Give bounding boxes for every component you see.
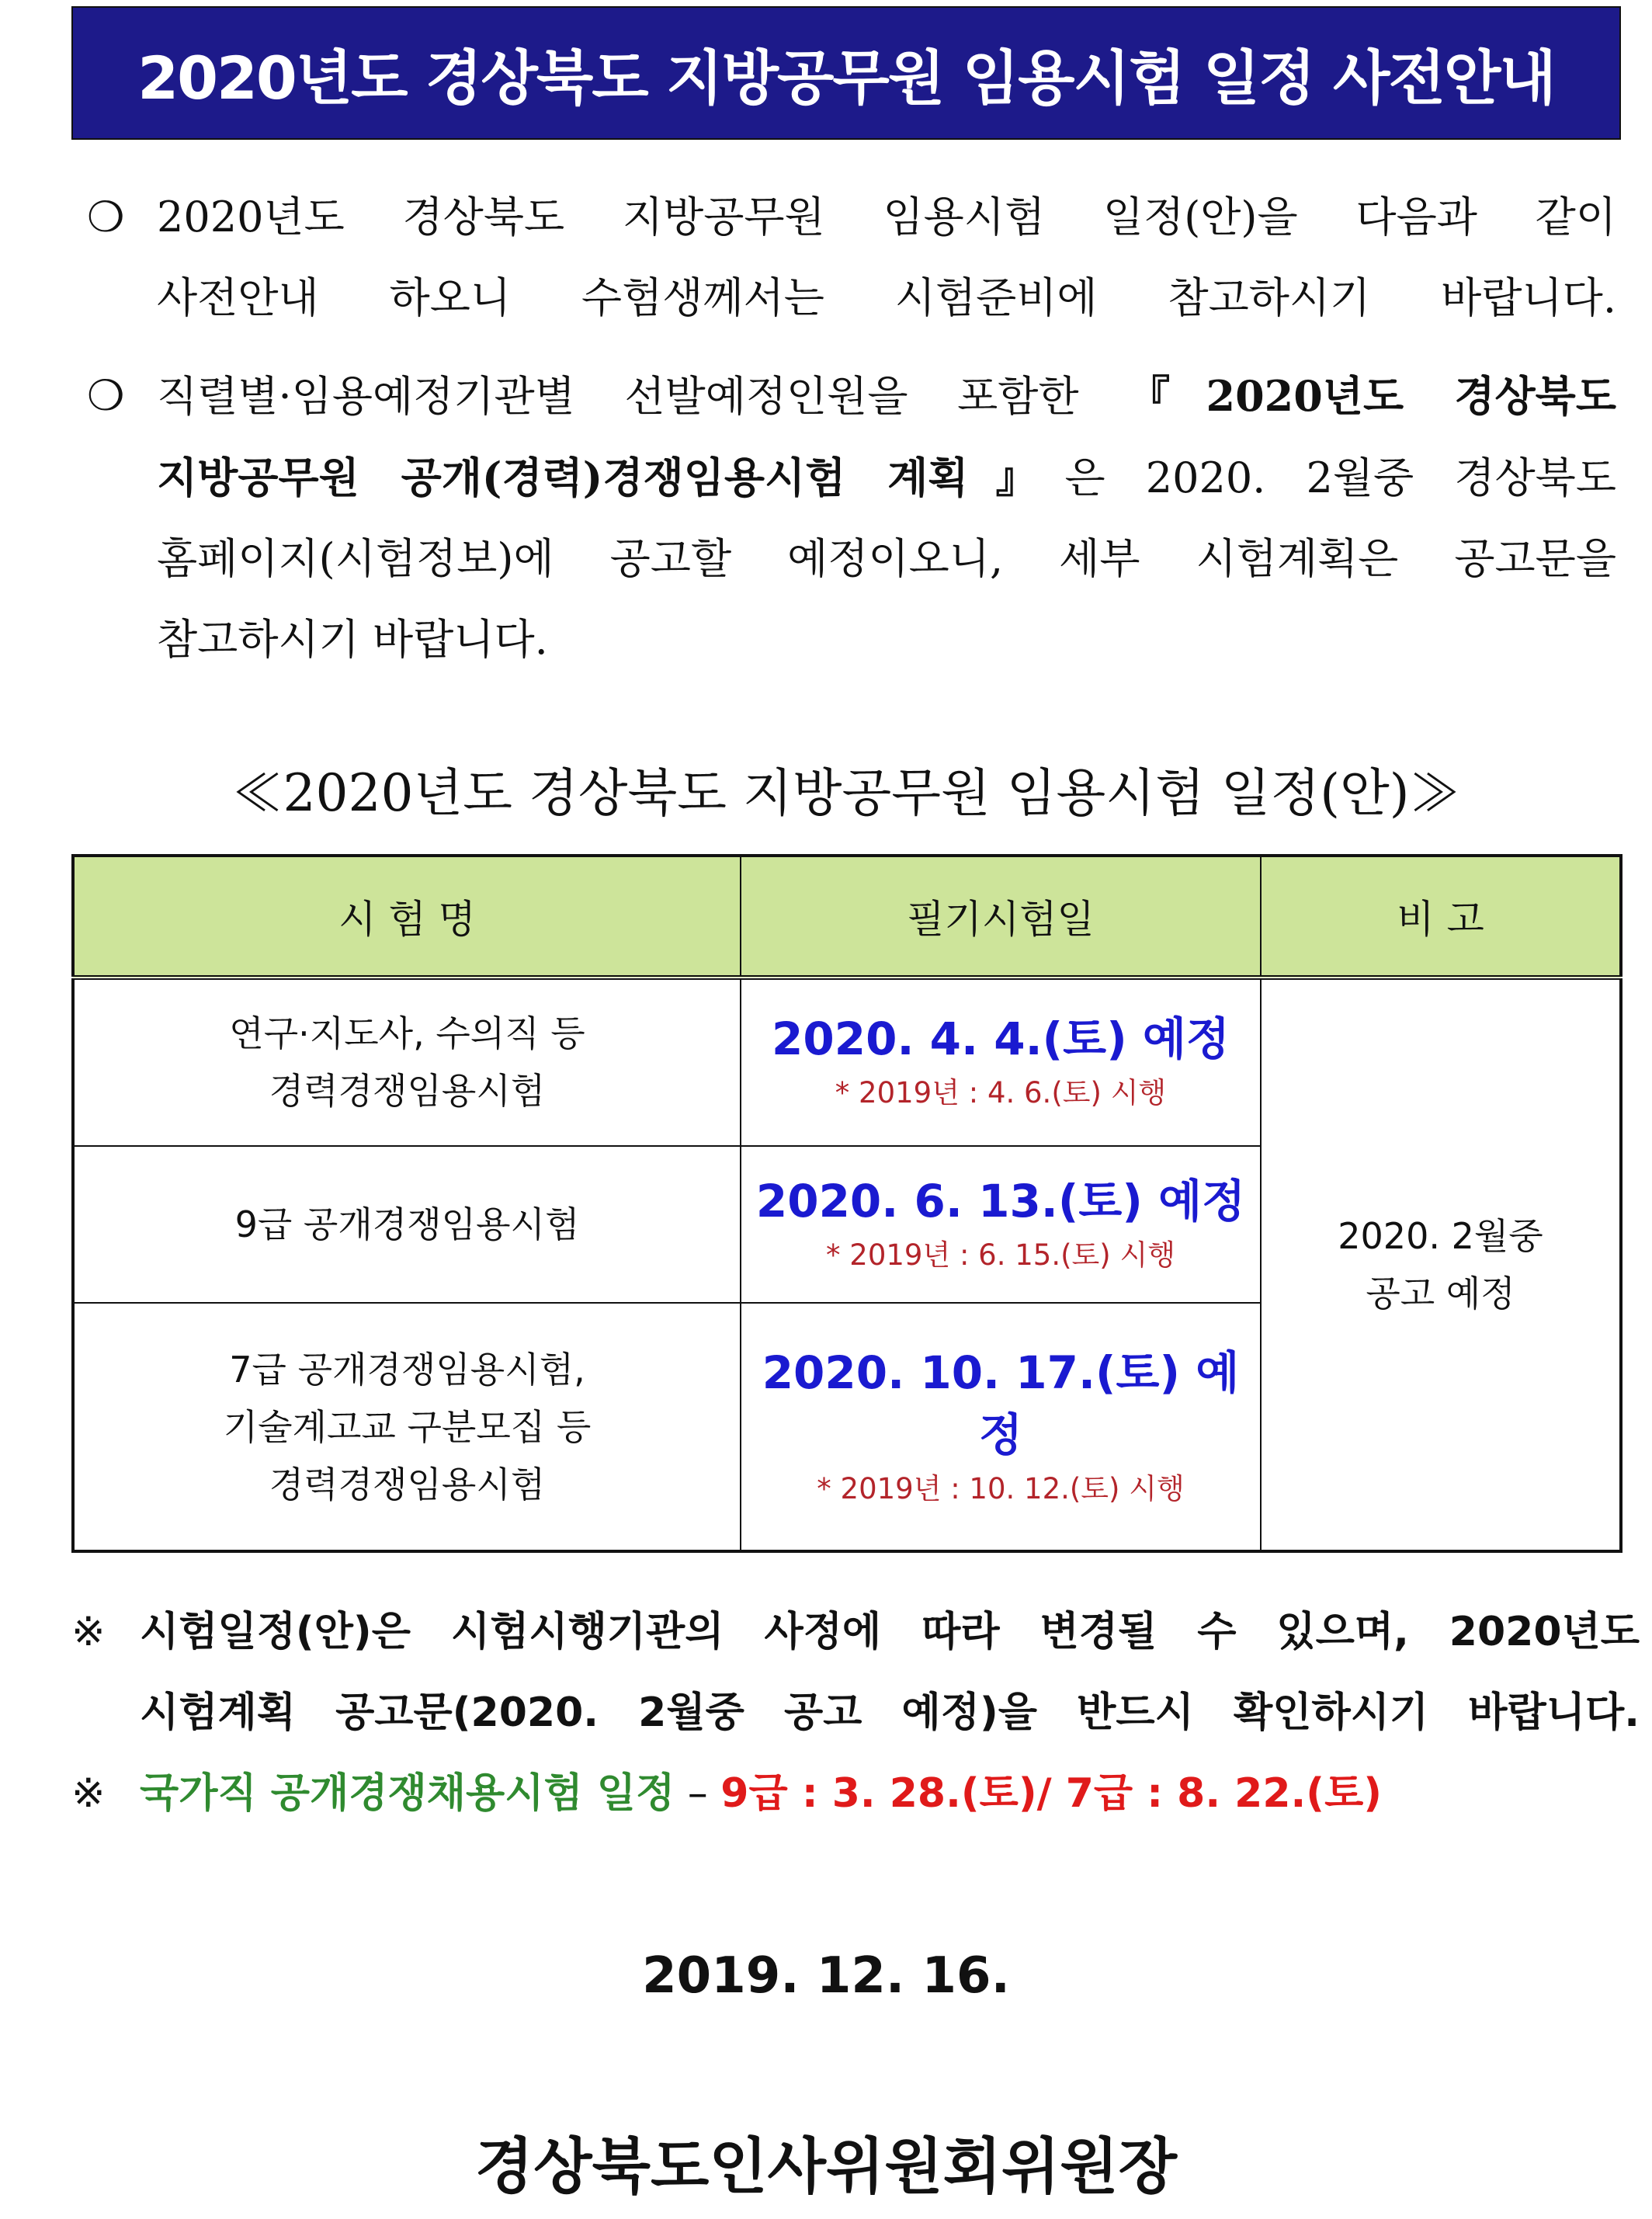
- paragraph2-line3: 홈페이지(시험정보)에 공고할 예정이오니, 세부 시험계획은 공고문을: [157, 534, 1616, 583]
- national-exam-label: 국가직 공개경쟁채용시험 일정: [140, 1770, 675, 1817]
- note2-line: [140, 1753, 1382, 1834]
- page-title: 2020년도 경상북도 지방공무원 임용시험 일정 사전안내: [137, 43, 1555, 113]
- national-exam-dates: 9급 : 3. 28.(토)/ 7급 : 8. 22.(토): [720, 1770, 1383, 1817]
- header-remark: 비 고: [1261, 856, 1621, 978]
- paragraph1-line2: 사전안내 하오니 수험생께서는 시험준비에 참고하시기 바랍니다.: [157, 273, 1616, 322]
- bullet-icon: ❍: [87, 193, 125, 241]
- table-row: [73, 978, 1621, 1146]
- reference-mark-icon: ※: [71, 1770, 106, 1817]
- exam-date: 2020. 4. 4.(토) 예정: [772, 1012, 1230, 1066]
- intro-paragraph: [87, 177, 1616, 339]
- exam-name-cell: [73, 1146, 741, 1304]
- exam-date: 2020. 6. 13.(토) 예정: [755, 1175, 1246, 1228]
- exam-name-line: 7급 공개경쟁임용시험,: [229, 1348, 585, 1391]
- exam-name-line: 경력경쟁임용시험: [269, 1070, 546, 1113]
- paragraph2-line4: 참고하시기 바랍니다.: [157, 615, 548, 664]
- notes-section: [71, 1592, 1640, 1834]
- paragraph1-line1: 2020년도 경상북도 지방공무원 임용시험 일정(안)을 다음과 같이: [157, 193, 1616, 241]
- header-exam-name: 시 험 명: [73, 856, 741, 978]
- remark-cell: [1261, 978, 1621, 1551]
- previous-year-date: * 2019년 : 6. 15.(토) 시행: [826, 1238, 1175, 1273]
- remark-line: 공고 예정: [1366, 1273, 1515, 1314]
- exam-date-cell: [741, 978, 1261, 1146]
- note2-dash: –: [675, 1770, 721, 1817]
- exam-name-cell: [73, 1303, 741, 1551]
- plan-paragraph: [87, 356, 1616, 680]
- exam-name-line: 9급 공개경쟁임용시험: [234, 1203, 580, 1246]
- paragraph2-line1: [157, 356, 1616, 437]
- table-header-row: [73, 856, 1621, 978]
- exam-name-cell: [73, 978, 741, 1146]
- issuer-name: 경상북도인사위원회위원장: [474, 2132, 1178, 2202]
- exam-name-line: 경력경쟁임용시험: [269, 1463, 546, 1505]
- schedule-table: [71, 854, 1622, 1553]
- exam-date: 2020. 10. 17.(토) 예정: [762, 1346, 1240, 1461]
- schedule-title: ≪2020년도 경상북도 지방공무원 임용시험 일정(안)≫: [231, 763, 1461, 823]
- exam-date-cell: [741, 1146, 1261, 1304]
- paragraph2-line2: [157, 437, 1616, 519]
- reference-mark-icon: ※: [71, 1609, 106, 1655]
- exam-name-line: 연구·지도사, 수의직 등: [229, 1012, 585, 1055]
- plan-title-end: 지방공무원 공개(경력)경쟁임용시험 계획』: [157, 453, 1065, 502]
- title-banner: [71, 6, 1621, 140]
- note1-line1: 시험일정(안)은 시험시행기관의 사정에 따라 변경될 수 있으며, 2020년도: [140, 1609, 1640, 1655]
- exam-date-cell: [741, 1303, 1261, 1551]
- note1-line2: 시험계획 공고문(2020. 2월중 공고 예정)을 반드시 확인하시기 바랍니다.: [140, 1689, 1640, 1736]
- header-exam-date: 필기시험일: [741, 856, 1261, 978]
- bullet-icon: ❍: [87, 371, 125, 420]
- paragraph2-line1-text: 직렬별·임용예정기관별 선발예정인원을 포함한: [157, 372, 1079, 421]
- plan-title-start: 『2020년도 경상북도: [1128, 371, 1616, 421]
- issue-date: 2019. 12. 16.: [642, 1947, 1010, 2005]
- exam-name-line: 기술계고교 구분모집 등: [223, 1405, 592, 1448]
- paragraph2-line2-text: 은 2020. 2월중 경상북도: [1064, 453, 1616, 502]
- previous-year-date: * 2019년 : 10. 12.(토) 시행: [817, 1471, 1185, 1505]
- remark-line: 2020. 2월중: [1338, 1215, 1543, 1257]
- previous-year-date: * 2019년 : 4. 6.(토) 시행: [835, 1076, 1167, 1110]
